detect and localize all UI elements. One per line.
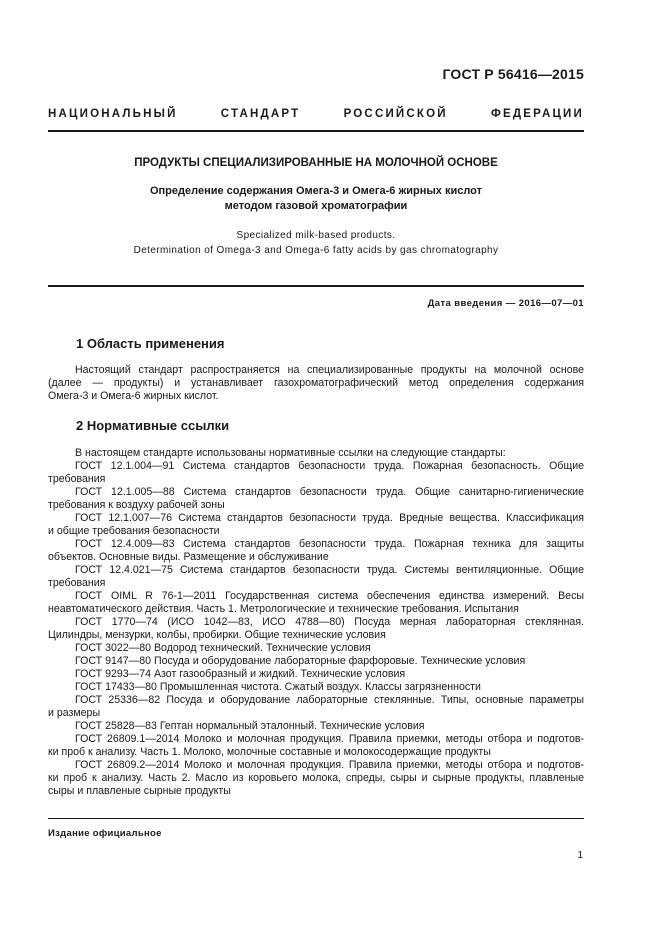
document-subtitle-line1: Определение содержания Омега-3 и Омега-6 жирных кислот [149,185,483,197]
reference-line: ГОСТ 12.4.009—83 Система стандартов безопасности труда. Пожарная техника для защиты [75,538,584,550]
reference-line: ГОСТ OIML R 76-1—2011 Государственная система обеспечения единства измерений. Весы [75,590,584,602]
reference-line: и общие требования безопасности [48,525,220,537]
reference-line: ки проб к анализу. Часть 1. Молоко, молочные составные и молокосодержащие продукты [48,746,491,758]
official-edition-label: Издание официальное [48,828,162,839]
reference-line: ГОСТ 3022—80 Водород технический. Технические условия [75,642,371,654]
reference-line: ГОСТ 26809.1—2014 Молоко и молочная продукция. Правила приемки, методы отбора и подготов- [75,733,584,745]
reference-line: ки проб к анализу. Часть 2. Масло из коровьего молока, спреды, сыры и сырные продукты, плавленые [48,772,584,784]
page-number: 1 [577,850,583,861]
reference-line: неавтоматического действия. Часть 1. Метрологические и технические требования. Испытания [48,603,519,615]
header-divider [48,130,584,132]
section-1-text-line: Омега-3 и Омега-6 жирных кислот. [48,390,219,402]
gost-number: ГОСТ Р 56416—2015 [442,66,584,82]
reference-line: ГОСТ 12.1.004—91 Система стандартов безопасности труда. Пожарная безопасность. Общие [75,460,584,472]
reference-line: Цилиндры, мензурки, колбы, пробирки. Общие технические условия [48,629,386,641]
reference-line: ГОСТ 26809.2—2014 Молоко и молочная продукция. Правила приемки, методы отбора и подготов- [75,759,584,771]
reference-line: сыры и плавленые сырные продукты [48,785,231,797]
reference-line: ГОСТ 12.4.021—75 Система стандартов безопасности труда. Системы вентиляционные. Общие [75,564,584,576]
reference-line: ГОСТ 9147—80 Посуда и оборудование лабораторные фарфоровые. Технические условия [75,655,526,667]
reference-line: ГОСТ 25828—83 Гептан нормальный эталонный. Технические условия [75,720,425,732]
reference-line: ГОСТ 9293—74 Азот газообразный и жидкий. Технические условия [75,668,406,680]
document-title: ПРОДУКТЫ СПЕЦИАЛИЗИРОВАННЫЕ НА МОЛОЧНОЙ ОСНОВЕ [134,157,498,169]
reference-line: требования к воздуху рабочей зоны [48,499,225,511]
reference-line: ГОСТ 1770—74 (ИСО 1042—83, ИСО 4788—80) Посуда мерная лабораторная стеклянная. [75,616,584,628]
document-subtitle-line2: методом газовой хроматографии [224,200,408,212]
section-2-heading: 2 Нормативные ссылки [76,418,230,433]
title-divider [48,285,584,287]
reference-line: ГОСТ 12.1.007—76 Система стандартов безопасности труда. Вредные вещества. Классификация [75,512,584,524]
section-1-heading: 1 Область применения [76,336,225,351]
section-1-text-line: Настоящий стандарт распространяется на специализированные продукты на молочной основе [75,364,584,376]
introduction-date: Дата введения — 2016—07—01 [427,298,584,309]
national-standard-banner: НАЦИОНАЛЬНЫЙ СТАНДАРТ РОССИЙСКОЙ ФЕДЕРАЦИИ [48,108,584,120]
section-1-text-line: (далее — продукты) и устанавливает газохроматографический метод определения содержания [48,377,584,389]
reference-line: ГОСТ 17433—80 Промышленная чистота. Сжатый воздух. Классы загрязненности [75,681,481,693]
reference-line: требования [48,473,106,485]
reference-line: В настоящем стандарте использованы нормативные ссылки на следующие стандарты: [75,447,506,459]
reference-line: ГОСТ 12.1.005—88 Система стандартов безопасности труда. Общие санитарно-гигиенические [75,486,584,498]
reference-line: требования [48,577,106,589]
footer-divider [48,818,584,819]
reference-line: ГОСТ 25336—82 Посуда и оборудование лабораторные стеклянные. Типы, основные параметры [75,694,584,706]
reference-line: объектов. Основные виды. Размещение и обслуживание [48,551,329,563]
reference-line: и размеры [48,707,101,719]
english-title-line1: Specialized milk-based products. [236,230,396,241]
english-title-line2: Determination of Omega-3 and Omega-6 fatty acids by gas chromatography [133,245,499,256]
